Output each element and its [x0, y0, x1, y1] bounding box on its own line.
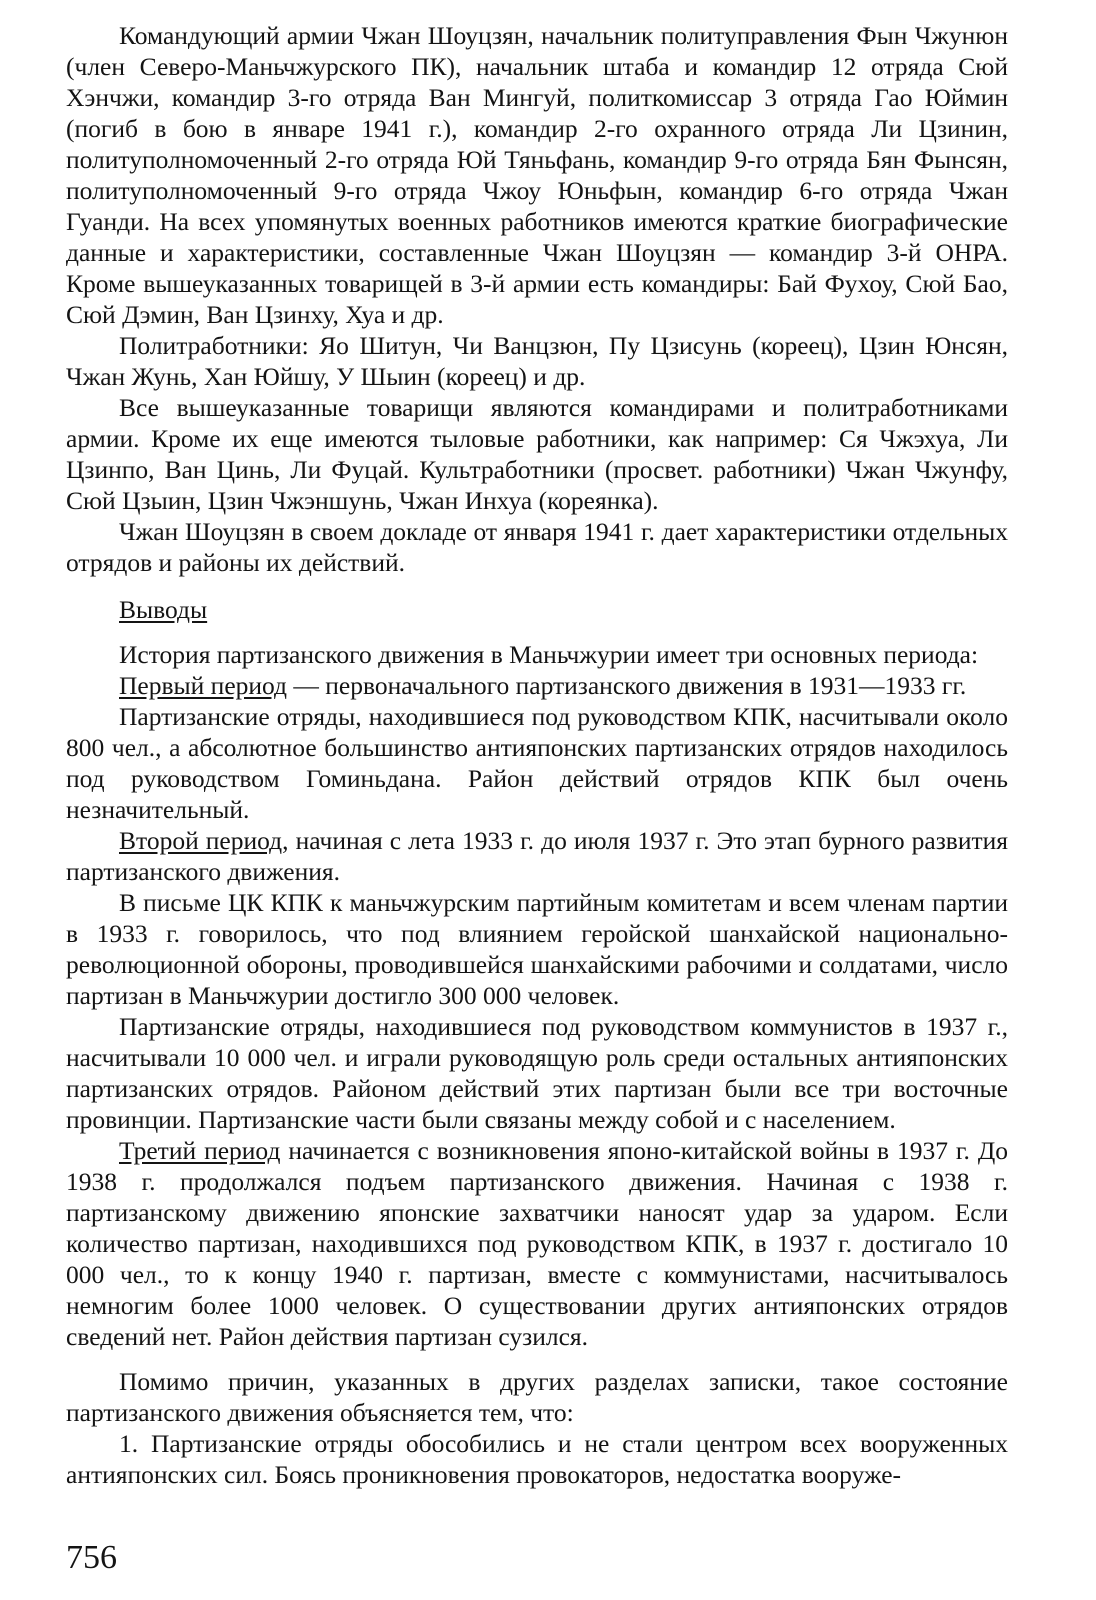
period-2-text: , начиная с лета 1933 г. до июля 1937 г. Это этап бурного развития партизанского движения. — [66, 826, 1008, 886]
page-number: 756 — [66, 1539, 117, 1576]
paragraph-report: Чжан Шоуцзян в своем докладе от января 1941 г. дает характеристики отдельных отрядов и районы их действий. — [66, 517, 1008, 577]
period-3-label: Третий период — [119, 1136, 281, 1165]
period-1-text: — первоначального партизанского движения в 1931—1933 гг. — [287, 671, 967, 700]
period-3-text: начинается с возникновения японо-китайской войны в 1937 г. До 1938 г. продолжался подъем партизанского движения. Начиная с 1938 г. партизанскому движению японские захватчики наносят удар за ударом. Если количество партизан, находившихся под руководством КПК, в 1937 г. достигало 10 000 чел., то к концу 1940 г. партизан, вместе с коммунистами, насчитывалось немногим более 1000 человек. О существовании других антияпонских отрядов сведений нет. Район действия партизан сузился. — [66, 1136, 1008, 1351]
paragraph-intro: История партизанского движения в Маньчжурии имеет три основных периода: — [119, 640, 979, 669]
paragraph-1937: Партизанские отряды, находившиеся под руководством коммунистов в 1937 г., насчитывали 10 000 чел. и играли руководящую роль среди остальных антияпонских партизанских отрядов. Районом действий этих партизан были все три восточные провинции. Партизанские части были связаны между собой и с населением. — [66, 1012, 1008, 1134]
heading-text: Выводы — [119, 595, 208, 624]
section-heading — [66, 594, 1008, 625]
paragraph-period-2 — [66, 825, 1008, 887]
paragraph-period-3 — [66, 1135, 1008, 1352]
period-1-label: Первый период — [119, 671, 288, 700]
paragraph-period-1-detail: Партизанские отряды, находившиеся под руководством КПК, насчитывали около 800 чел., а абсолютное большинство антияпонских партизанских отрядов находилось под руководством Гоминьдана. Район действий отрядов КПК был очень незначительный. — [66, 702, 1008, 824]
period-2-label: Второй период — [119, 826, 283, 855]
paragraph-period-1 — [66, 670, 1008, 701]
paragraph-rear-workers: Все вышеуказанные товарищи являются командирами и политработниками армии. Кроме их еще имеются тыловые работники, как например: Ся Чжэхуа, Ли Цзинпо, Ван Цинь, Ли Фуцай. Культработники (просвет. работники) Чжан Чжунфу, Сюй Цзыин, Цзин Чжэншунь, Чжан Инхуа (кореянка). — [66, 393, 1008, 515]
paragraph-political-workers: Политработники: Яо Шитун, Чи Ванцзюн, Пу Цзисунь (кореец), Цзин Юнсян, Чжан Жунь, Хан Юйшу, У Шыин (кореец) и др. — [66, 331, 1008, 391]
paragraph-commanders: Командующий армии Чжан Шоуцзян, начальник политуправления Фын Чжунюн (член Северо-Маньчжурского ПК), начальник штаба и командир 12 отряда Сюй Хэнчжи, командир 3-го отряда Ван Мингуй, политкомиссар 3 отряда Гао Юймин (погиб в бою в январе 1941 г.), командир 2-го охранного отряда Ли Цзинин, политуполномоченный 2-го отряда Юй Тяньфань, командир 9-го отряда Бян Фынсян, политуполномоченный 9-го отряда Чжоу Юньфын, командир 6-го отряда Чжан Гуанди. На всех упомянутых военных работников имеются краткие биографические данные и характеристики, составленные Чжан Шоуцзян — командир 3-й ОНРА. Кроме вышеуказанных товарищей в 3-й армии есть командиры: Бай Фухоу, Сюй Бао, Сюй Дэмин, Ван Цзинху, Хуа и др. — [66, 21, 1008, 329]
paragraph-letter: В письме ЦК КПК к маньчжурским партийным комитетам и всем членам партии в 1933 г. говорилось, что под влиянием геройской шанхайской национально-революционной обороны, проводившейся шанхайскими рабочими и солдатами, число партизан в Маньчжурии достигло 300 000 человек. — [66, 888, 1008, 1010]
document-page — [66, 20, 1008, 1490]
paragraph-causes: Помимо причин, указанных в других разделах записки, такое состояние партизанского движения объясняется тем, что: — [66, 1367, 1008, 1427]
paragraph-cause-1: 1. Партизанские отряды обособились и не стали центром всех вооруженных антияпонских сил. Боясь проникновения провокаторов, недостатка вооруже- — [66, 1429, 1008, 1489]
